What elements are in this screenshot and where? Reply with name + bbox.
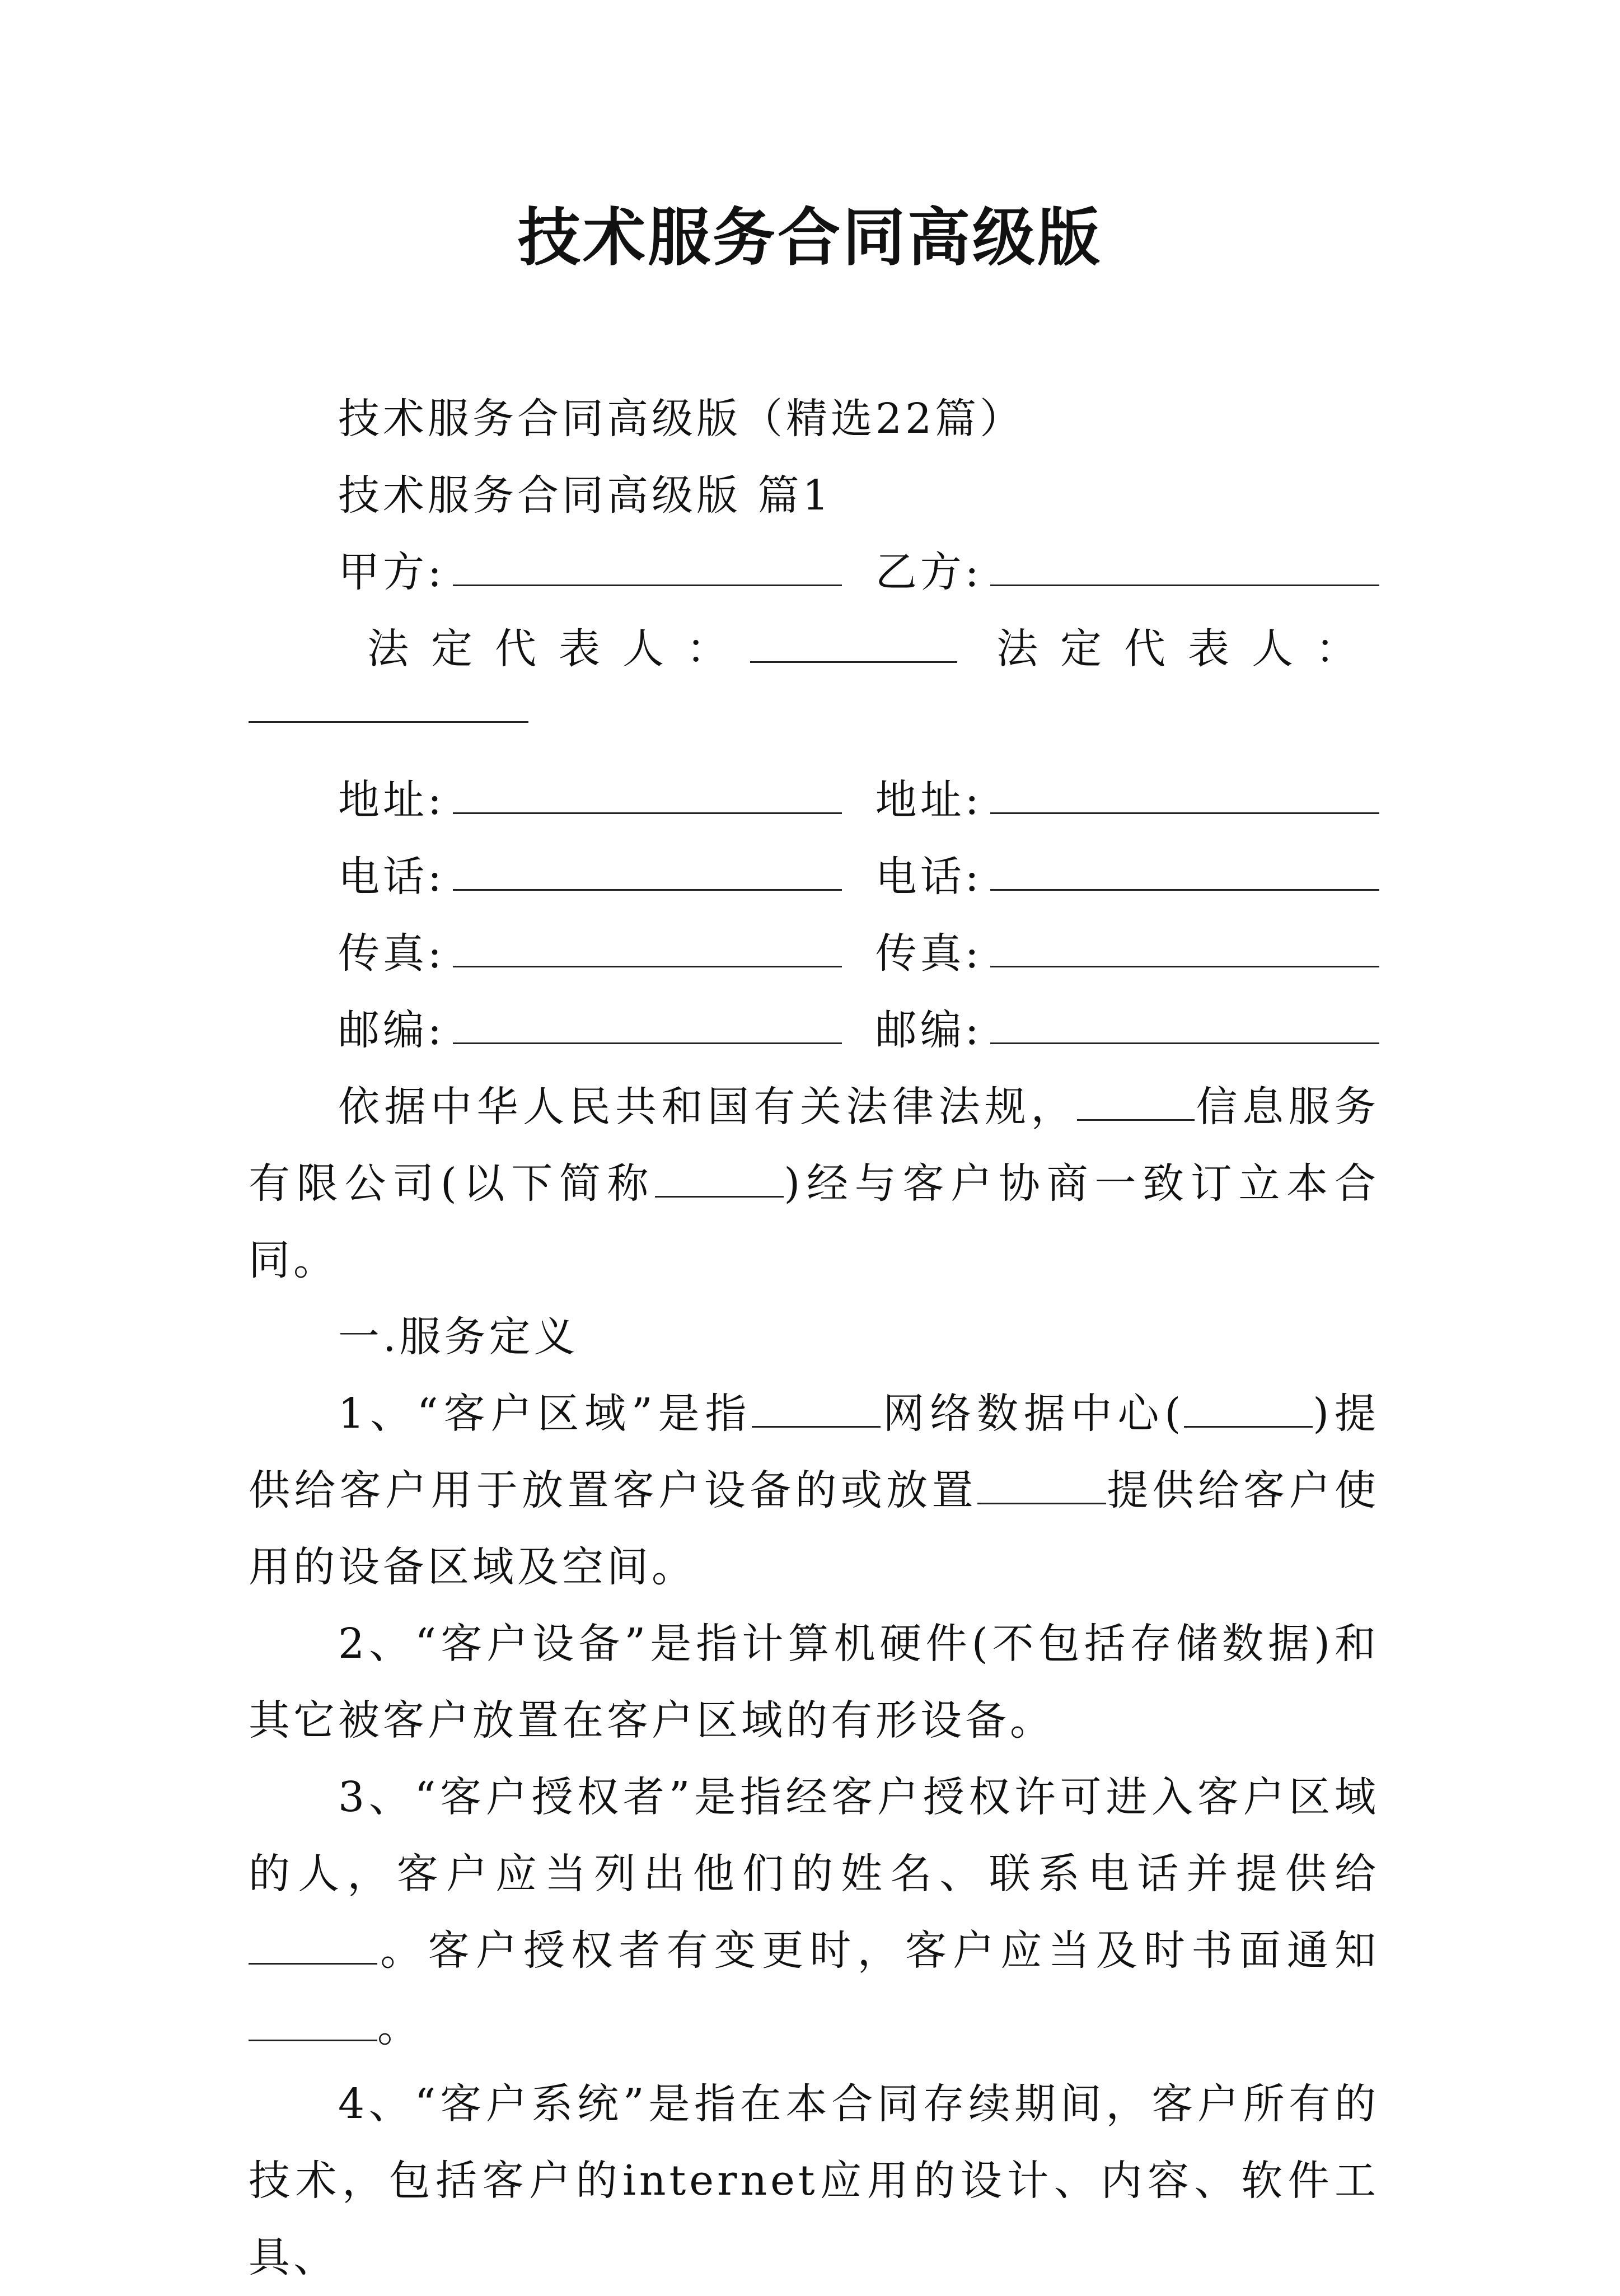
clause-1-blank-a[interactable] [752,1392,881,1428]
clause-3-text-c: 。 [377,2003,422,2051]
clause-1-text-a: 1、“客户区域”是指 [338,1390,752,1438]
party-b-label: 乙方: [875,548,982,596]
address-b-blank[interactable] [990,773,1379,814]
rep-b-blank[interactable] [249,688,528,723]
address-row [249,762,1379,839]
clause-2: 2、“客户设备”是指计算机硬件(不包括存储数据)和其它被客户放置在客户区域的有形设备。 [249,1620,1379,1745]
postcode-b-blank[interactable] [990,1003,1379,1044]
phone-a-label: 电话: [338,853,445,901]
clause-1-blank-b[interactable] [1184,1392,1313,1428]
representative-row [249,611,1379,688]
fax-a-label: 传真: [338,929,445,978]
party-a-label: 甲方: [338,548,445,596]
intro-text-1: 依据中华人民共和国有关法律法规， [338,1083,1077,1131]
phone-b-label: 电话: [875,853,982,901]
address-a-label: 地址: [338,776,445,824]
address-b-label: 地址: [875,776,982,824]
clause-1-text-b: 网络数据中心( [881,1390,1184,1438]
clause-3-blank-b[interactable] [249,2006,377,2041]
rep-a-blank[interactable] [750,622,957,663]
intro-paragraph [249,1069,1379,1299]
clause-1 [249,1376,1379,1606]
clause-3 [249,1759,1379,2066]
clause-4: 4、“客户系统”是指在本合同存续期间，客户所有的技术，包括客户的internet应用的设计、内容、软件工具、 [249,2080,1379,2281]
rep-b-label: 法定代表人： [996,625,1379,673]
subtitle: 技术服务合同高级版（精选22篇） [338,395,1025,443]
clause-1-blank-c[interactable] [977,1469,1106,1504]
fax-row [249,915,1379,992]
document-title: 技术服务合同高级版 [518,202,1102,274]
clause-1-text-d: 提供给客户使用的设备区域及空间。 [249,1466,1380,1591]
clause-3-text-a: 3、“客户授权者”是指经客户授权许可进入客户区域的人，客户应当列出他们的姓名、联系电话并提供给 [249,1773,1379,1898]
clause-1-text-c: )提供给客户用于放置客户设备的或放置 [249,1390,1379,1514]
service-definition-heading: 一.服务定义 [338,1313,579,1361]
document-body [249,381,1379,2296]
fax-a-blank[interactable] [453,927,842,967]
postcode-a-label: 邮编: [338,1006,445,1054]
party-row [249,534,1379,611]
postcode-b-label: 邮编: [875,1006,982,1054]
intro-text-2: 信息服务有限公司(以下简称 [249,1083,1379,1208]
clause-3-blank-a[interactable] [249,1929,377,1965]
intro-text-3: )经与客户协商一致订立本合同。 [249,1159,1379,1284]
postcode-a-blank[interactable] [453,1003,842,1044]
fax-b-blank[interactable] [990,927,1379,967]
section-heading: 技术服务合同高级版 篇1 [338,471,832,520]
company-name-blank[interactable] [1077,1086,1195,1121]
party-a-blank[interactable] [453,545,842,586]
fax-b-label: 传真: [875,929,982,978]
phone-row [249,839,1379,915]
postcode-row [249,992,1379,1069]
rep-a-label: 法定代表人： [367,625,750,673]
address-a-blank[interactable] [453,773,842,814]
clause-3-text-b: 。客户授权者有变更时，客户应当及时书面通知 [377,1926,1379,1975]
party-b-blank[interactable] [990,545,1379,586]
phone-a-blank[interactable] [453,850,842,891]
short-name-blank[interactable] [655,1162,784,1198]
phone-b-blank[interactable] [990,850,1379,891]
